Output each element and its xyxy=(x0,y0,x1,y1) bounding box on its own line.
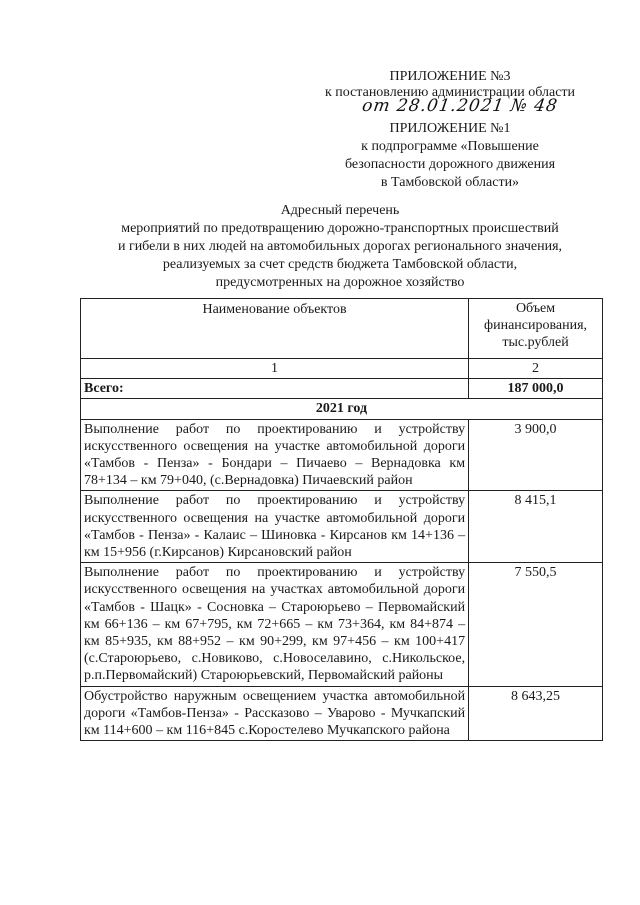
appendix1-line: безопасности дорожного движения xyxy=(344,157,556,172)
appendix1-title: ПРИЛОЖЕНИЕ №1 xyxy=(389,121,511,136)
table-year-row xyxy=(81,399,603,419)
table-column-number-row xyxy=(81,359,603,379)
appendix1-line: к подпрограмме «Повышение xyxy=(361,139,539,154)
total-label: Всего: xyxy=(81,379,469,399)
column-number-1: 1 xyxy=(81,359,469,379)
object-name: Выполнение работ по проектированию и устройству искусственного освещения на участках автомобильной дороги «Тамбов - Шацк» - Сосновка – Староюрьево – Первомайский км 66+136 – км 67+795, км 72+665 – км 73+364, км 84+874 – км 85+935, км 88+952 – км 90+299, км 97+456 – км 100+417 (с.Староюрьево, с.Новиково, с.Новоселавино, с.Никольское, р.п.Первомайский) Староюрьевский, Первомайский районы xyxy=(81,563,469,686)
heading-line: предусмотренных на дорожное хозяйство xyxy=(215,275,465,290)
table-total-row xyxy=(81,379,603,399)
table-row xyxy=(81,491,603,563)
object-name: Выполнение работ по проектированию и устройству искусственного освещения на участке автомобильной дороги «Тамбов - Пенза» - Бондари – Пичаево – Вернадовка км 78+134 – км 79+040, (с.Вернадовка) Пичаевский район xyxy=(81,419,469,491)
table-header-row xyxy=(81,299,603,359)
objects-table xyxy=(80,298,603,741)
object-funding: 7 550,5 xyxy=(469,563,603,686)
object-name: Обустройство наружным освещением участка автомобильной дороги «Тамбов-Пенза» - Рассказово – Уварово - Мучкапский км 114+600 – км 116+845 с.Коростелево Мучкапского района xyxy=(81,686,469,741)
table-row xyxy=(81,686,603,741)
appendix3-title: ПРИЛОЖЕНИЕ №3 xyxy=(389,69,511,84)
document-heading xyxy=(60,202,620,292)
appendix1-block xyxy=(300,120,600,192)
heading-line: реализуемых за счет средств бюджета Тамбовской области, xyxy=(162,257,518,272)
appendix3-subtitle: к постановлению администрации области xyxy=(324,85,576,100)
table-row xyxy=(81,419,603,491)
table-row xyxy=(81,563,603,686)
object-funding: 8 643,25 xyxy=(469,686,603,741)
heading-line: Адресный перечень xyxy=(280,203,400,218)
heading-line: мероприятий по предотвращению дорожно-транспортных происшествий xyxy=(121,221,559,236)
appendix1-line: в Тамбовской области» xyxy=(380,175,520,190)
heading-line: и гибели в них людей на автомобильных дорогах регионального значения, xyxy=(117,239,563,254)
handwritten-date-number: от 28.01.2021 № 48 xyxy=(360,96,560,116)
object-funding: 8 415,1 xyxy=(469,491,603,563)
header-funding-volume: Объем финансирования, тыс.рублей xyxy=(469,299,603,359)
year-label: 2021 год xyxy=(81,399,603,419)
object-funding: 3 900,0 xyxy=(469,419,603,491)
header-objects-name: Наименование объектов xyxy=(81,299,469,359)
column-number-2: 2 xyxy=(469,359,603,379)
object-name: Выполнение работ по проектированию и устройству искусственного освещения на участке автомобильной дороги «Тамбов - Пенза» - Калаис – Шиновка - Кирсанов км 14+136 – км 15+956 (г.Кирсанов) Кирсановский район xyxy=(81,491,469,563)
total-value: 187 000,0 xyxy=(469,379,603,399)
